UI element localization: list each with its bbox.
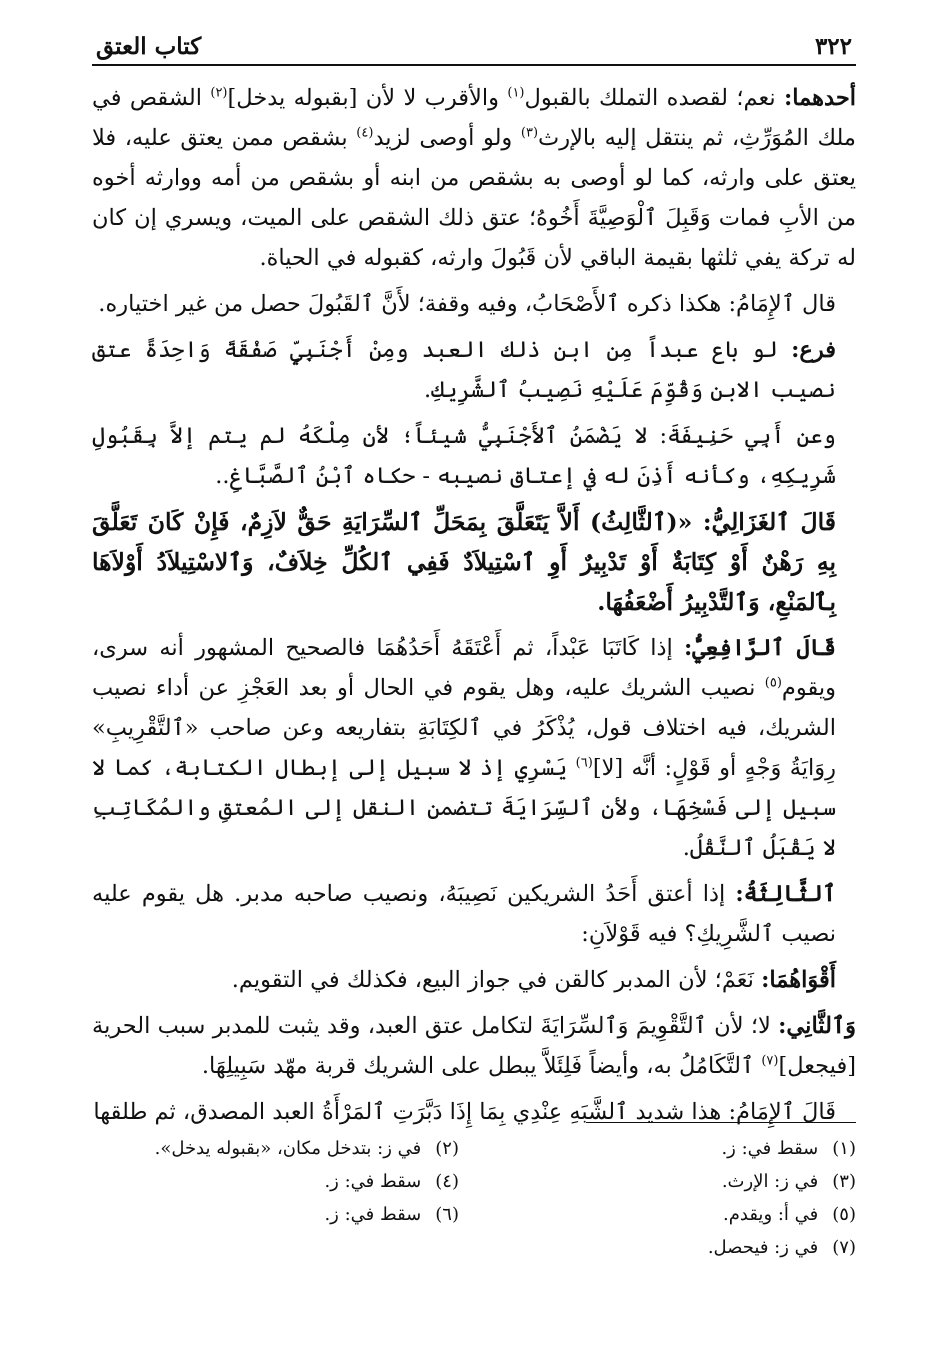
paragraph-text: لو باع عبداً مِن ابن ذلك العبد ومِنْ أَجْنَبِيٍّ صَفْقَةً وَاحِدَةً عتق نصيب الابن وَقُوِّمَ عَلَيْهِ نَصِيبُ ٱلشَّرِيكِ. (92, 337, 836, 403)
footnote-text: في أ: ويقدم. (723, 1204, 819, 1225)
page-number: ٣٢٢ (814, 33, 852, 60)
footnote-number: (١) (832, 1138, 856, 1159)
footnote-number: (٤) (435, 1171, 459, 1192)
footnotes (92, 1134, 856, 1263)
footnote-item (489, 1167, 856, 1197)
page-body (92, 78, 856, 1132)
footnote-number: (٢) (435, 1138, 459, 1159)
book-title: كتاب العتق (96, 33, 202, 60)
paragraph-text: والأقرب لا لأن [بقبوله يدخل] (227, 85, 508, 111)
document-page (92, 22, 856, 1258)
footnote-item (489, 1134, 856, 1164)
paragraph-lead: ٱلثَّالِثَةُ: (735, 881, 836, 907)
footnote-number: (٣) (832, 1171, 856, 1192)
footnote-item (92, 1167, 459, 1197)
paragraph-text: نعم؛ لقصده التملك بالقبول (524, 85, 784, 111)
footnote-item (92, 1134, 459, 1164)
paragraph-ghazali-matn (92, 502, 856, 622)
footnote-text: سقط في: ز. (721, 1138, 819, 1159)
paragraph-lead: فرع: (791, 337, 836, 363)
footnote-number: (٦) (435, 1204, 459, 1225)
footnote-number: (٧) (832, 1237, 856, 1258)
paragraph-lead: أَقْوَاهُمَا: (761, 967, 836, 993)
paragraph-qal-alimam-2 (92, 1092, 856, 1132)
paragraph-text: لا؛ لأن ٱلتَّقْوِيمَ وَٱلسِّرَايَةَ لتكامل عتق العبد، وقد يثبت للمدبر سبب الحرية [فيجعل] (92, 1013, 856, 1079)
footnote-ref: (٤) (356, 125, 374, 141)
footnote-text: في ز: فيحصل. (707, 1237, 819, 1258)
paragraph-text: يَسْرِي إذ لا سبيل إلى إبطال الكتابة، كما لا سبيل إلى فَسْخِهَا، ولأن ٱلسِّرَايَةَ تتضمن النقل إلى المُعتقِ والمُكَاتِبِ لا يَقْبَلُ ٱلنَّقْلُ. (92, 755, 836, 861)
footnote-item (489, 1233, 856, 1263)
paragraph-text: وعن أَبِي حَنِيفَةَ: لا يَضْمَنُ ٱلأَجْنَبِيُّ شيئاً؛ لأن مِلْكَهُ لم يتم إلاَّ بِقَبُولِ شَرِيكِهِ، وكأنه أَذِنَ له في إعتاق نصيبه - حكاه ٱبْنُ ٱلصَّبَّاغِ.. (92, 423, 836, 489)
paragraph-lead: وَٱلثَّانِي: (778, 1013, 856, 1039)
paragraph-text: ٱلتَّكَامُلُ به، وأيضاً فَلِئَلاَّ يبطل على الشريك قربة مهّد سَبِيلِهَا. (201, 1053, 762, 1079)
paragraph-text: نَعَمْ؛ لأن المدبر كالقن في جواز البيع، فكذلك في التقويم. (231, 967, 762, 993)
footnote-divider (586, 1122, 856, 1123)
paragraph-text: ولو أوصى لزيد (373, 125, 521, 151)
footnote-text: سقط في: ز. (324, 1171, 422, 1192)
footnote-ref: (٦) (575, 755, 593, 771)
paragraph-text: بشقص ممن يعتق عليه، فلا يعتق على وارثه، كما لو أوصى به بشقص من ابنه أو بشقص من أمه ووارثه أخوه من الأبِ فمات وَقَبِلَ ٱلْوَصِيَّةَ أَخُوهُ؛ عتق ذلك الشقص على الميت، ويسري إن كان له تركة يفي ثلثها بقيمة الباقي لأن قَبُولَ وارثه، كقبوله في الحياة. (92, 125, 856, 271)
paragraph-lead: قَالَ ٱلرَّافِعِيُّ: (683, 635, 836, 661)
paragraph-aqwahuma (92, 960, 856, 1000)
paragraph-text: إذا كَاتَبَا عَبْداً، ثم أَعْتَقَهُ أَحَدُهُمَا فالصحيح المشهور أنه سرى، ويقوم (92, 635, 836, 701)
paragraph-text: قَالَ ٱلإِمَامُ: هذا شديد ٱلشَّبَهِ عِنْدِي بِمَا إِذَا دَبَّرَتِ ٱلمَرْأَةُ العبد المصدق، ثم طلقها (93, 1099, 836, 1125)
paragraph-althani (92, 1006, 856, 1086)
footnote-text: في ز: بتدخل مكان، «بقبوله يدخل». (154, 1138, 422, 1159)
paragraph-qal-alimam (92, 284, 856, 324)
footnote-ref: (١) (507, 85, 525, 101)
paragraph-text: قَالَ ٱلغَزَالِيُّ: «(ٱلثَّالِثُ) أَلاَّ يَتَعَلَّقَ بِمَحَلِّ ٱلسِّرَايَةِ حَقٌّ لاَزِمٌ، فَإِنْ كَانَ تَعَلَّقَ بِهِ رَهْنٌ أَوْ كِتَابَةٌ أَوْ تَدْبِيرٌ أَوِ ٱسْتِيلاَدٌ فَفِي ٱلكُلِّ خِلاَفٌ، وَٱلاسْتِيلاَدُ أَوْلاَهَا بِٱلمَنْعِ، وَٱلتَّدْبِيرُ أَضْعَفُهَا. (92, 508, 836, 616)
footnote-ref: (٧) (761, 1053, 779, 1069)
footnote-number: (٥) (832, 1204, 856, 1225)
paragraph-text: نصيب الشريك عليه، وهل يقوم في الحال أو بعد العَجْزِ عن أداء نصيب الشريك، فيه اختلاف قول، يُذْكَرُ في ٱلكِتَابَةِ بتفاريعه وعن صاحب «ٱلتَّقْرِيبِ» رِوَايَةُ وَجْهٍ أو قَوْلٍ: أنَّه [لا] (92, 675, 836, 781)
footnote-text: في ز: الإرث. (721, 1171, 819, 1192)
footnote-ref: (٢) (210, 85, 228, 101)
footnote-item (489, 1200, 856, 1230)
paragraph-text: الشقص في ملك المُوَرِّثِ، ثم ينتقل إليه بالإرث (92, 85, 856, 151)
paragraph-text: قال ٱلإِمَامُ: هكذا ذكره ٱلأَصْحَابُ، وفيه وقفة؛ لأَنَّ ٱلقَبُولَ حصل من غير اختياره. (98, 291, 836, 317)
footnote-text: سقط في: ز. (324, 1204, 422, 1225)
paragraph-lead: أحدهما: (783, 85, 856, 111)
paragraph-far (92, 330, 856, 410)
paragraph-abi-hanifa (92, 416, 856, 496)
footnote-ref: (٣) (520, 125, 539, 141)
paragraph-althalitha (92, 874, 856, 954)
page-header (92, 22, 856, 66)
paragraph-ahaduhuma (92, 78, 856, 278)
paragraph-text: إذا أعتق أَحَدُ الشريكين نَصِيبَهُ، ونصيب صاحبه مدبر. هل يقوم عليه نصيب ٱلشَّرِيكِ؟ فيه قَوْلاَنِ: (92, 881, 836, 947)
footnote-item (92, 1200, 459, 1230)
paragraph-rafii (92, 628, 856, 868)
footnote-ref: (٥) (764, 675, 782, 691)
